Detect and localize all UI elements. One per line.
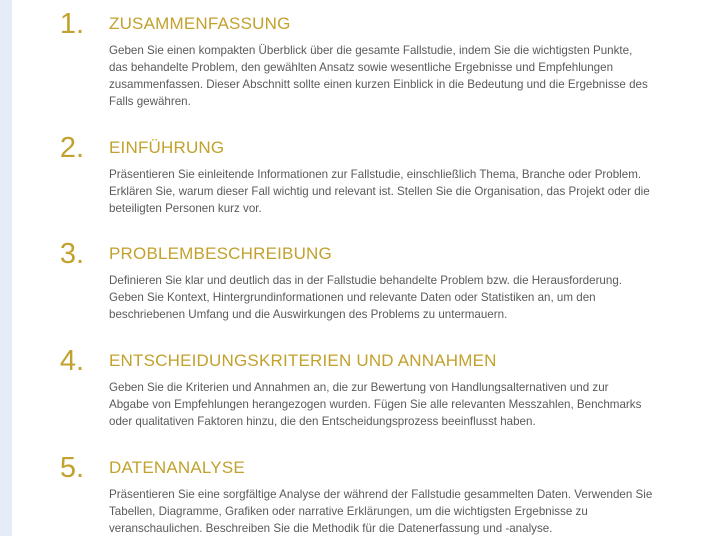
section-number: 5. — [59, 452, 84, 484]
body-line: Definieren Sie klar und deutlich das in der Fallstudie behandelte Problem bzw. die Herausforderung. — [109, 274, 623, 287]
body-line: beteiligten Personen kurz vor. — [109, 202, 262, 215]
body-line: Geben Sie Kontext, Hintergrundinformationen und relevante Daten oder Statistiken an, um den — [109, 291, 596, 304]
body-line: Präsentieren Sie eine sorgfältige Analyse der während der Fallstudie gesammelten Daten. Verwenden Sie — [109, 488, 653, 501]
section-number: 4. — [59, 345, 84, 377]
section-number: 1. — [59, 8, 84, 40]
section-title: ZUSAMMENFASSUNG — [109, 14, 291, 33]
section-body — [109, 166, 727, 217]
section-number: 3. — [59, 238, 84, 270]
body-line: Präsentieren Sie einleitende Informationen zur Fallstudie, einschließlich Thema, Branche oder Problem. — [109, 168, 642, 181]
section-body — [109, 379, 727, 430]
body-line: Falls gewähren. — [109, 95, 191, 108]
body-line: Geben Sie die Kriterien und Annahmen an, die zur Bewertung von Handlungsalternativen und zur — [109, 381, 609, 394]
body-line: zusammenfassen. Dieser Abschnitt sollte einen kurzen Einblick in die Bedeutung und die Ergebnisse des — [109, 78, 648, 91]
section-title: DATENANALYSE — [109, 458, 245, 477]
section-body — [109, 486, 727, 536]
body-line: Erklären Sie, warum dieser Fall wichtig und relevant ist. Stellen Sie die Organisation, das Projekt oder die — [109, 185, 650, 198]
section-body — [109, 42, 727, 110]
section-title: EINFÜHRUNG — [109, 138, 225, 157]
body-line: Geben Sie einen kompakten Überblick über die gesamte Fallstudie, indem Sie die wichtigsten Punkte, — [109, 44, 633, 57]
body-line: Tabellen, Diagramme, Grafiken oder narrative Erklärungen, um die wichtigsten Ergebnisse zu — [109, 505, 588, 518]
body-line: oder qualitativen Faktoren hinzu, die den Entscheidungsprozess beeinflusst haben. — [109, 415, 536, 428]
section-title: ENTSCHEIDUNGSKRITERIEN UND ANNAHMEN — [109, 351, 497, 370]
section-title: PROBLEMBESCHREIBUNG — [109, 244, 332, 263]
body-line: beschriebenen Umfang und die Auswirkungen des Problems zu untermauern. — [109, 308, 508, 321]
body-line: das behandelte Problem, den gewählten Ansatz sowie wesentliche Ergebnisse und Empfehlungen — [109, 61, 614, 74]
section-body — [109, 272, 727, 323]
body-line: Abgabe von Empfehlungen herangezogen wurden. Fügen Sie alle relevanten Messzahlen, Benchmarks — [109, 398, 642, 411]
section-number: 2. — [59, 132, 84, 164]
body-line: veranschaulichen. Beschreiben Sie die Methodik für die Datenerfassung und -analyse. — [109, 522, 553, 535]
